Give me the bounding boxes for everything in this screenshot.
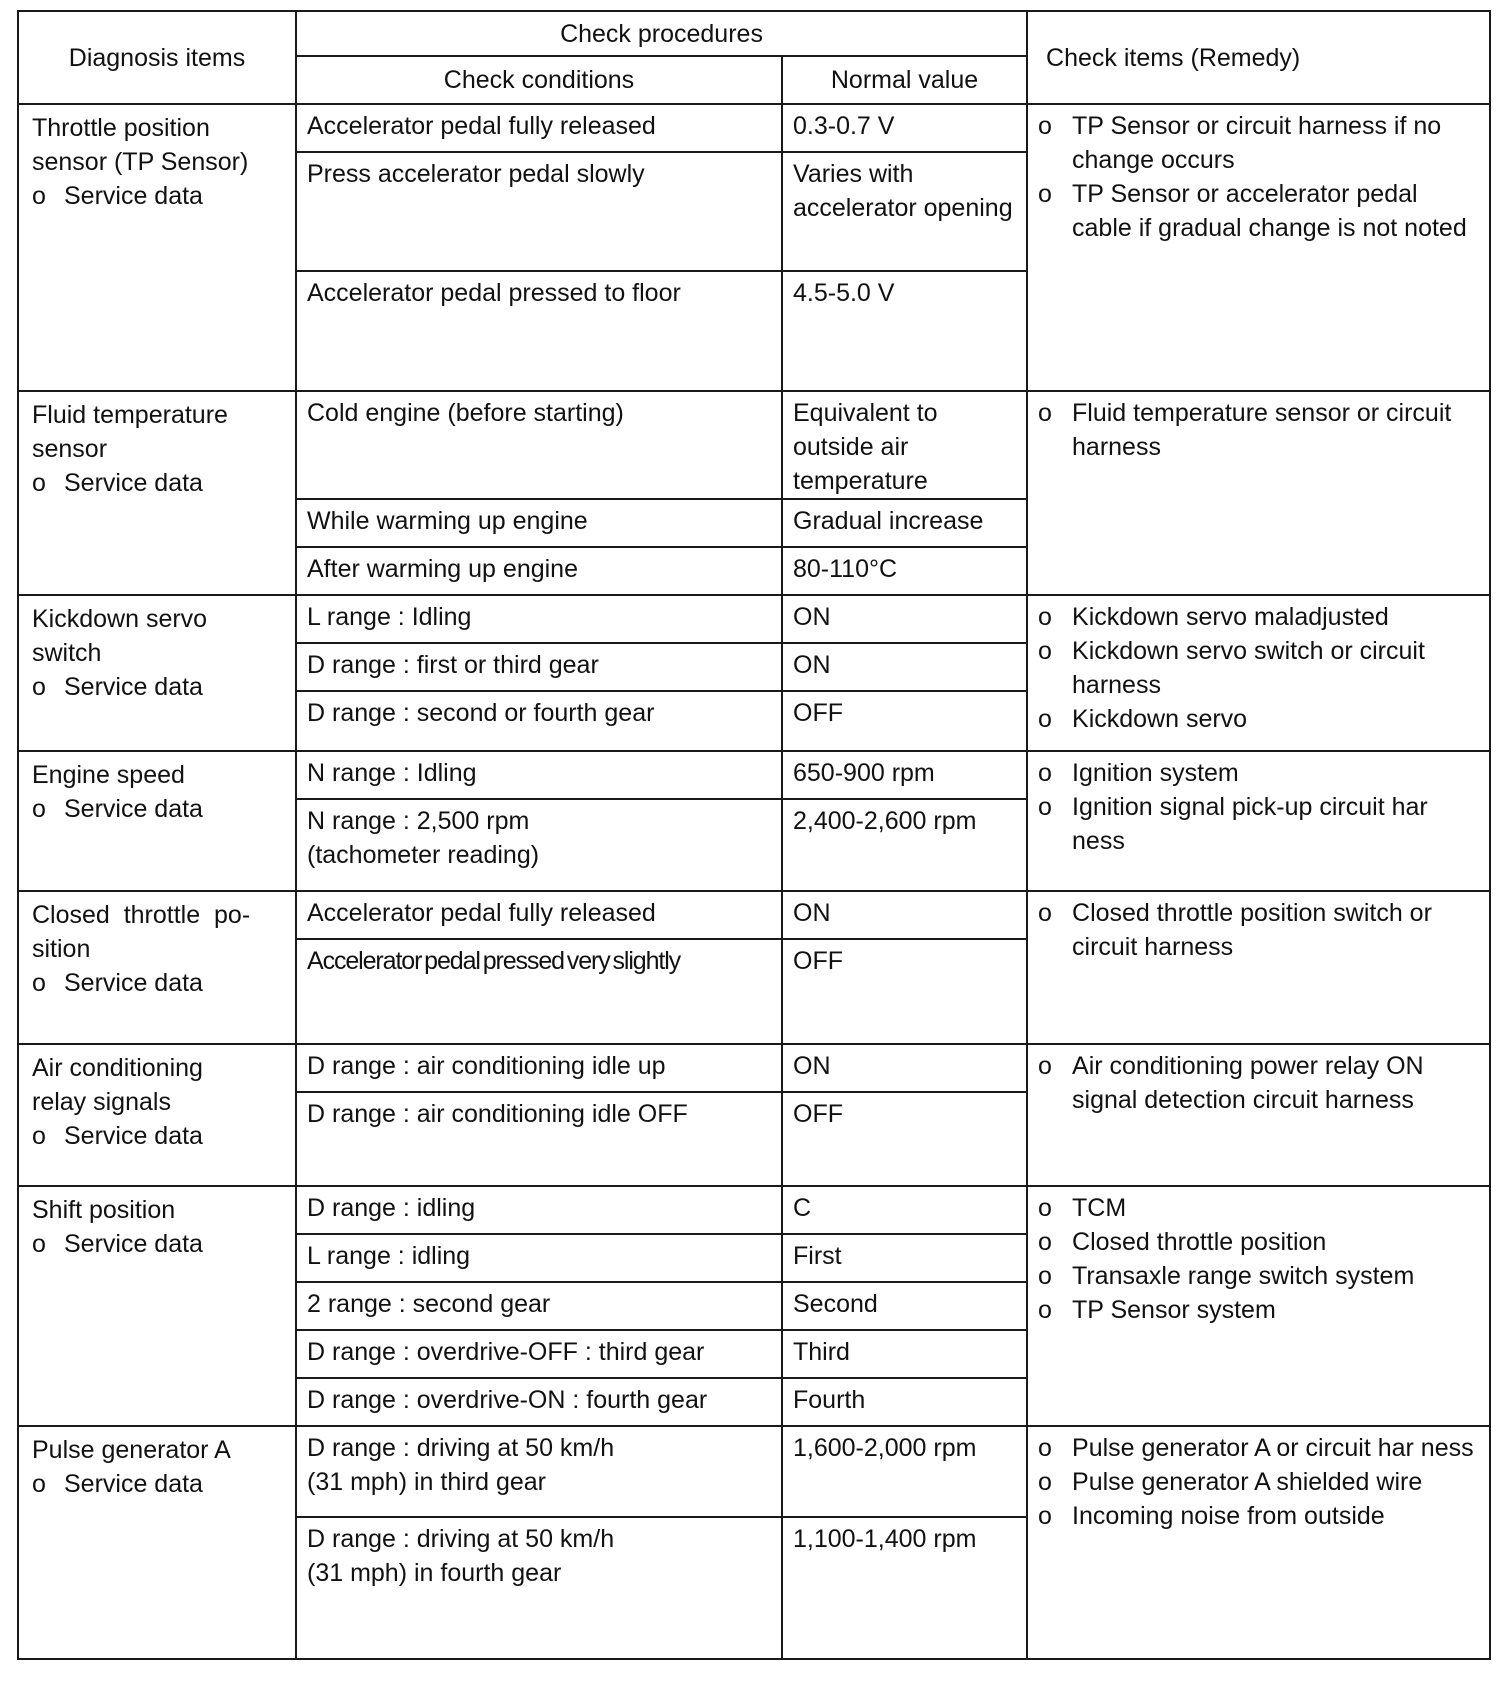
header-diagnosis-items: Diagnosis items <box>18 11 296 104</box>
diagnosis-item: Throttle position sensor (TP Sensor) o Service data <box>18 104 296 391</box>
normal-value: First <box>782 1234 1027 1282</box>
check-condition: While warming up engine <box>296 499 782 547</box>
check-condition: Press accelerator pedal slowly <box>296 152 782 271</box>
header-check-items: Check items (Remedy) <box>1027 11 1490 104</box>
check-items-remedy: o Kickdown servo maladjusted o Kickdown servo switch or circuit harness o Kickdown servo <box>1027 595 1490 751</box>
check-condition: D range : air conditioning idle OFF <box>296 1092 782 1186</box>
check-condition: Cold engine (before starting) <box>296 391 782 499</box>
diagnosis-item: Closed throttle po- sition o Service data <box>18 891 296 1044</box>
normal-value: Equivalent to outside air temperature <box>782 391 1027 499</box>
normal-value: ON <box>782 1044 1027 1092</box>
check-condition: L range : idling <box>296 1234 782 1282</box>
table-row <box>18 391 1490 499</box>
table-row <box>18 595 1490 643</box>
check-condition: D range : overdrive-ON : fourth gear <box>296 1378 782 1426</box>
check-condition: N range : 2,500 rpm (tachometer reading) <box>296 799 782 891</box>
check-condition: D range : first or third gear <box>296 643 782 691</box>
check-items-remedy: o Closed throttle position switch or circuit harness <box>1027 891 1490 1044</box>
table-row <box>18 1044 1490 1092</box>
check-condition: D range : idling <box>296 1186 782 1234</box>
normal-value: C <box>782 1186 1027 1234</box>
normal-value: 4.5-5.0 V <box>782 271 1027 391</box>
normal-value: 2,400-2,600 rpm <box>782 799 1027 891</box>
normal-value: ON <box>782 891 1027 939</box>
header-check-conditions: Check conditions <box>296 56 782 104</box>
normal-value: 80-110°C <box>782 547 1027 595</box>
normal-value: ON <box>782 643 1027 691</box>
normal-value: Varies with accelerator opening <box>782 152 1027 271</box>
normal-value: 1,600-2,000 rpm <box>782 1426 1027 1517</box>
check-condition: D range : second or fourth gear <box>296 691 782 751</box>
diagnosis-document <box>17 10 1489 1660</box>
normal-value: Fourth <box>782 1378 1027 1426</box>
normal-value: Second <box>782 1282 1027 1330</box>
normal-value: OFF <box>782 691 1027 751</box>
normal-value: 650-900 rpm <box>782 751 1027 799</box>
diagnosis-item: Pulse generator A o Service data <box>18 1426 296 1659</box>
diagnosis-item: Fluid temperature sensor o Service data <box>18 391 296 595</box>
check-condition: D range : overdrive-OFF : third gear <box>296 1330 782 1378</box>
check-condition: After warming up engine <box>296 547 782 595</box>
check-condition: D range : driving at 50 km/h (31 mph) in third gear <box>296 1426 782 1517</box>
diagnosis-item: Shift position o Service data <box>18 1186 296 1426</box>
check-condition: 2 range : second gear <box>296 1282 782 1330</box>
check-condition: Accelerator pedal fully released <box>296 891 782 939</box>
check-items-remedy: o Pulse generator A or circuit har ness o Pulse generator A shielded wire o Incoming noise from outside <box>1027 1426 1490 1659</box>
check-items-remedy: o Air conditioning power relay ON signal detection circuit harness <box>1027 1044 1490 1186</box>
check-condition: N range : Idling <box>296 751 782 799</box>
service-data-table <box>17 10 1491 1660</box>
normal-value: ON <box>782 595 1027 643</box>
normal-value: Gradual increase <box>782 499 1027 547</box>
check-condition: Accelerator pedal pressed to floor <box>296 271 782 391</box>
table-row <box>18 1426 1490 1517</box>
check-condition: Accelerator pedal fully released <box>296 104 782 152</box>
diagnosis-item: Kickdown servo switch o Service data <box>18 595 296 751</box>
table-row <box>18 104 1490 152</box>
check-items-remedy: o Ignition system o Ignition signal pick-up circuit har ness <box>1027 751 1490 891</box>
normal-value: 1,100-1,400 rpm <box>782 1517 1027 1659</box>
check-items-remedy: o TP Sensor or circuit harness if no change occurs o TP Sensor or accelerator pedal cable if gradual change is not noted <box>1027 104 1490 391</box>
header-normal-value: Normal value <box>782 56 1027 104</box>
check-items-remedy: o TCM o Closed throttle position o Transaxle range switch system o TP Sensor system <box>1027 1186 1490 1426</box>
normal-value: OFF <box>782 939 1027 1044</box>
check-condition: L range : Idling <box>296 595 782 643</box>
check-condition: D range : driving at 50 km/h (31 mph) in fourth gear <box>296 1517 782 1659</box>
header-check-procedures: Check procedures <box>296 11 1027 56</box>
table-row <box>18 1186 1490 1234</box>
table-row <box>18 751 1490 799</box>
diagnosis-item: Air conditioning relay signals o Service data <box>18 1044 296 1186</box>
normal-value: 0.3-0.7 V <box>782 104 1027 152</box>
normal-value: Third <box>782 1330 1027 1378</box>
check-items-remedy: o Fluid temperature sensor or circuit harness <box>1027 391 1490 595</box>
table-row <box>18 891 1490 939</box>
diagnosis-item: Engine speed o Service data <box>18 751 296 891</box>
normal-value: OFF <box>782 1092 1027 1186</box>
check-condition: Accelerator pedal pressed very slightly <box>296 939 782 1044</box>
check-condition: D range : air conditioning idle up <box>296 1044 782 1092</box>
